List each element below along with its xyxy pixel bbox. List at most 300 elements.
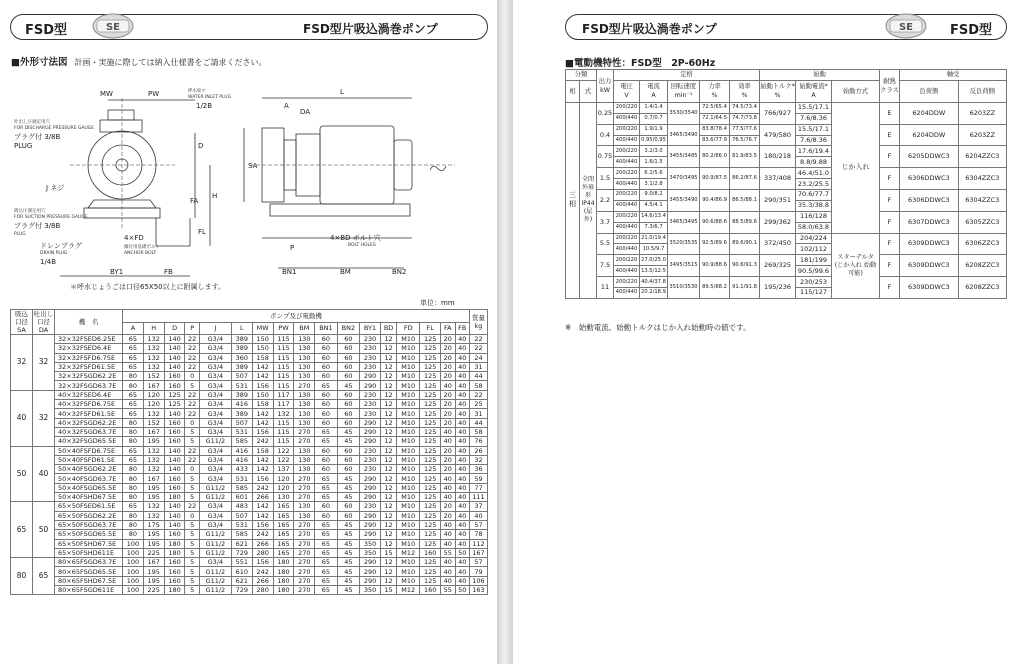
value-cell: 621 [231,539,252,548]
value-cell: 40 [441,539,455,548]
value-cell: 195 [143,437,164,446]
value-cell: 111 [470,493,488,502]
value-cell: 142 [252,418,273,427]
value-cell: 729 [231,586,252,595]
dim-col-fd: FD [397,322,420,335]
value-cell: M10 [397,455,420,464]
value-cell: 125 [420,530,441,539]
model-cell: 65×50FSHD611E [55,548,123,557]
value-cell: 132 [143,465,164,474]
value-cell: 266 [252,539,273,548]
current-cell: 7.3/6.7 [640,222,668,233]
value-cell: 130 [294,465,315,474]
value-cell: 40 [455,372,469,381]
dim-col-pw: PW [273,322,294,335]
value-cell: G11/2 [199,437,231,446]
dim-da: DA [300,108,311,116]
speed-cell: 3520/3535 [668,233,700,255]
value-cell: 585 [231,483,252,492]
value-cell: G3/4 [199,390,231,399]
value-cell: 167 [143,427,164,436]
value-cell: 36 [470,465,488,474]
dim-col-bm: BM [294,322,315,335]
value-cell: 65 [315,381,337,390]
value-cell: 290 [360,474,381,483]
value-cell: 125 [420,502,441,511]
bearing-load-cell: 6307DDWC3 [900,211,959,233]
label-plug-top-en: PLUG [14,142,33,150]
discharge-size: 50 [33,502,55,558]
label-primer: 呼水栓＊ [188,89,206,94]
value-cell: 132 [143,455,164,464]
value-cell: 40 [441,381,455,390]
value-cell: 167 [143,381,164,390]
value-cell: 15 [380,548,396,557]
eff-cell: 76.5/76.7 [730,135,760,146]
value-cell: M12 [397,548,420,557]
label-drain: ドレンプラグ [40,242,82,250]
value-cell: 26 [470,446,488,455]
value-cell: 125 [164,390,185,399]
dim-col-by1: BY1 [360,322,381,335]
value-cell: 195 [143,567,164,576]
model-cell: 65×50FSHD67.5E [55,539,123,548]
value-cell: G3/4 [199,446,231,455]
value-cell: G3/4 [199,353,231,362]
value-cell: 40 [455,493,469,502]
table-row [11,427,488,436]
value-cell: 130 [294,400,315,409]
speed-cell: 3465/3490 [668,124,700,146]
page-title: FSD型片吸込渦巻ポンプ [303,22,438,36]
value-cell: 65 [315,586,337,595]
value-cell: 65 [315,520,337,529]
value-cell: 80 [123,530,144,539]
value-cell: 130 [294,502,315,511]
table-row [11,400,488,409]
value-cell: 150 [252,335,273,344]
value-cell: 125 [420,437,441,446]
col-insulation: 耐熱 クラス [880,70,900,103]
value-cell: 115 [273,381,294,390]
value-cell: 507 [231,418,252,427]
value-cell: M12 [397,586,420,595]
value-cell: 130 [294,362,315,371]
value-cell: 156 [252,381,273,390]
value-cell: 65 [123,335,144,344]
bearing-load-cell: 6309DDWC3 [900,255,959,277]
value-cell: 40 [455,362,469,371]
dim-bm: BM [340,268,351,276]
value-cell: 132 [273,409,294,418]
value-cell: 160 [164,437,185,446]
value-cell: 45 [337,586,359,595]
label-suction-en: FOR SUCTION PRESSURE GAUGE [14,215,88,220]
value-cell: 106 [470,576,488,585]
table-row [11,493,488,502]
value-cell: 158 [252,446,273,455]
value-cell: 290 [360,381,381,390]
value-cell: 140 [164,335,185,344]
model-cell: 50×40FSGD63.7E [55,474,123,483]
left-page [0,0,497,664]
value-cell: 79 [470,567,488,576]
value-cell: 165 [273,548,294,557]
voltage-cell: 400/440 [614,288,640,299]
dim-a: A [284,102,289,110]
value-cell: M10 [397,427,420,436]
value-cell: 230 [360,353,381,362]
value-cell: 65 [315,437,337,446]
value-cell: 160 [164,558,185,567]
value-cell: 531 [231,474,252,483]
value-cell: 230 [360,400,381,409]
value-cell: 60 [337,344,359,353]
value-cell: 57 [470,520,488,529]
current-cell: 3.1/2.8 [640,179,668,190]
start-current-cell: 70.6/77.7 [796,190,832,201]
value-cell: 5 [185,520,199,529]
value-cell: 65 [315,548,337,557]
value-cell: 270 [294,437,315,446]
value-cell: 132 [143,409,164,418]
value-cell: 22 [470,335,488,344]
value-cell: M10 [397,511,420,520]
col-discharge: 吐出し 口径 DA [33,310,54,334]
value-cell: 230 [360,409,381,418]
value-cell: 22 [185,400,199,409]
value-cell: M10 [397,502,420,511]
value-cell: 12 [380,539,396,548]
value-cell: 125 [420,455,441,464]
value-cell: 290 [360,372,381,381]
value-cell: 40 [455,390,469,399]
start-current-cell: 230/253 [796,277,832,288]
se-logo-icon [91,12,135,40]
value-cell: 350 [360,539,381,548]
value-cell: 80 [123,483,144,492]
value-cell: M10 [397,381,420,390]
current-cell: 0.95/0.95 [640,135,668,146]
value-cell: 125 [420,539,441,548]
value-cell: 40 [455,437,469,446]
value-cell: M10 [397,567,420,576]
value-cell: M10 [397,539,420,548]
current-cell: 3.2/3.0 [640,146,668,157]
output-cell: 0.25 [597,102,614,124]
table-row [566,277,1007,288]
value-cell: 270 [294,539,315,548]
bearing-antiload-cell: 6208ZZC3 [958,277,1006,299]
value-cell: 60 [337,353,359,362]
dim-p: P [290,244,295,252]
value-cell: 20 [441,511,455,520]
value-cell: 25 [470,400,488,409]
value-cell: 12 [380,427,396,436]
value-cell: 115 [273,418,294,427]
value-cell: 24 [470,353,488,362]
label-drain-en: DRAIN PLUG [40,251,68,256]
dim-fb: FB [164,268,173,276]
value-cell: 80 [123,381,144,390]
value-cell: 60 [337,511,359,520]
label-anchor-jp: 據付用基礎ボルト [124,245,160,250]
value-cell: 40 [455,474,469,483]
value-cell: 5 [185,437,199,446]
label-plug-bottom-en: PLUG [14,232,26,237]
value-cell: 58 [470,427,488,436]
value-cell: 601 [231,493,252,502]
value-cell: 22 [470,344,488,353]
current-cell: 40.4/37.8 [640,277,668,288]
value-cell: 242 [252,437,273,446]
value-cell: 60 [315,418,337,427]
value-cell: M10 [397,483,420,492]
value-cell: 266 [252,493,273,502]
voltage-cell: 400/440 [614,200,640,211]
value-cell: G3/4 [199,372,231,381]
table-row [11,381,488,390]
value-cell: 78 [470,530,488,539]
value-cell: 270 [294,520,315,529]
value-cell: M10 [397,344,420,353]
col-load: 負荷側 [900,80,959,102]
value-cell: 12 [380,362,396,371]
value-cell: 65 [315,427,337,436]
value-cell: 230 [360,465,381,474]
value-cell: 65 [123,362,144,371]
value-cell: 80 [123,474,144,483]
value-cell: 150 [252,390,273,399]
value-cell: 5 [185,483,199,492]
output-cell: 0.75 [597,146,614,168]
eff-cell: 89.6/90.1 [730,233,760,255]
start-current-cell: 90.5/99.6 [796,266,832,277]
label-bolt-holes-en: BOLT HOLES [348,243,376,248]
value-cell: 40 [441,520,455,529]
value-cell: 0 [185,465,199,474]
value-cell: 290 [360,511,381,520]
value-cell: 389 [231,344,252,353]
value-cell: 45 [337,437,359,446]
value-cell: 125 [164,400,185,409]
value-cell: 290 [360,437,381,446]
value-cell: 156 [252,427,273,436]
value-cell: 140 [164,362,185,371]
value-cell: 80 [123,511,144,520]
pf-cell: 83.6/77.9 [700,135,730,146]
value-cell: 125 [420,362,441,371]
suction-size: 40 [11,390,33,446]
value-cell: 270 [294,558,315,567]
torque-cell: 372/450 [760,233,796,255]
value-cell: 20 [441,362,455,371]
value-cell: 142 [252,511,273,520]
pf-cell: 80.2/86.0 [700,146,730,168]
value-cell: 270 [294,548,315,557]
value-cell: 160 [164,427,185,436]
value-cell: 45 [337,576,359,585]
value-cell: 40 [441,530,455,539]
value-cell: 60 [337,446,359,455]
col-rating: 定格 [614,70,760,81]
value-cell: 130 [294,409,315,418]
start-current-cell: 15.5/17.1 [796,102,832,113]
value-cell: 610 [231,567,252,576]
value-cell: 115 [273,344,294,353]
value-cell: 483 [231,502,252,511]
pf-cell: 72.5/65.4 [700,102,730,113]
start-current-cell: 46.4/51.0 [796,168,832,179]
col-pf: 力率 % [700,80,730,102]
value-cell: 12 [380,418,396,427]
value-cell: 290 [360,530,381,539]
table-row [11,558,488,567]
value-cell: 45 [337,474,359,483]
table-row [11,344,488,353]
motor-characteristics-table [565,69,1007,299]
value-cell: 40 [455,520,469,529]
model-cell: 80×65FSGD65.5E [55,567,123,576]
dim-fl: FL [198,228,206,236]
value-cell: 60 [315,390,337,399]
table-row [11,390,488,399]
table-row [566,255,1007,266]
table-row [11,548,488,557]
table-row [566,124,1007,135]
value-cell: 65 [123,455,144,464]
value-cell: 45 [337,548,359,557]
table-row [11,353,488,362]
series-label: FSD型 [25,23,68,38]
value-cell: 12 [380,335,396,344]
voltage-cell: 400/440 [614,113,640,124]
value-cell: 45 [337,493,359,502]
value-cell: 44 [470,418,488,427]
pf-cell: 89.5/88.2 [700,277,730,299]
value-cell: 20 [441,400,455,409]
voltage-cell: 200/220 [614,233,640,244]
value-cell: 60 [315,455,337,464]
value-cell: 280 [252,548,273,557]
dim-col-h: H [143,322,164,335]
right-page [513,0,1012,664]
value-cell: 117 [273,400,294,409]
suction-size: 32 [11,335,33,391]
value-cell: 230 [360,390,381,399]
value-cell: 125 [420,418,441,427]
value-cell: 115 [273,335,294,344]
model-cell: 32×32FSFD6.75E [55,353,123,362]
value-cell: 389 [231,335,252,344]
value-cell: 65 [315,474,337,483]
value-cell: 137 [273,465,294,474]
value-cell: 125 [420,465,441,474]
start-current-cell: 17.6/19.4 [796,146,832,157]
value-cell: 160 [164,474,185,483]
se-logo-icon [884,12,928,40]
table-row [11,520,488,529]
page-title-right: FSD型片吸込渦巻ポンプ [582,22,717,36]
dim-col-bd: BD [380,322,396,335]
value-cell: 350 [360,586,381,595]
insulation-cell: E [880,102,900,124]
table-row [11,335,488,344]
value-cell: 65 [123,409,144,418]
start-method-cell: じか入れ [832,102,880,233]
value-cell: 242 [252,567,273,576]
value-cell: 140 [164,511,185,520]
suction-size: 80 [11,558,33,595]
value-cell: 65 [315,493,337,502]
value-cell: 12 [380,455,396,464]
value-cell: 40 [441,427,455,436]
value-cell: 65 [123,353,144,362]
value-cell: 12 [380,558,396,567]
value-cell: 65 [315,576,337,585]
bearing-load-cell: 6306DDWC3 [900,168,959,190]
table-row [11,362,488,371]
value-cell: 531 [231,520,252,529]
bearing-antiload-cell: 6304ZZC3 [958,168,1006,190]
value-cell: 60 [315,409,337,418]
voltage-cell: 400/440 [614,135,640,146]
speed-cell: 3455/3485 [668,146,700,168]
table-row [566,190,1007,201]
value-cell: 60 [315,465,337,474]
value-cell: 12 [380,511,396,520]
value-cell: 59 [470,474,488,483]
label-suction: 吸込圧測定用穴 [14,209,46,214]
value-cell: 389 [231,362,252,371]
insulation-cell: F [880,211,900,233]
value-cell: 165 [273,520,294,529]
svg-text:SE: SE [105,22,121,33]
motor-section-heading: ■電動機特性：FSD型 2P-60Hz [565,58,716,69]
value-cell: 12 [380,567,396,576]
value-cell: 100 [123,576,144,585]
value-cell: 12 [380,493,396,502]
start-current-cell: 204/224 [796,233,832,244]
value-cell: 290 [360,558,381,567]
value-cell: 40 [455,344,469,353]
value-cell: 280 [252,586,273,595]
value-cell: 621 [231,576,252,585]
value-cell: 160 [164,576,185,585]
torque-cell: 299/362 [760,211,796,233]
section-note: 計画・実施に際しては納入仕様書をご請求ください。 [74,58,267,67]
bearing-antiload-cell: 6204ZZC3 [958,146,1006,168]
value-cell: 416 [231,446,252,455]
value-cell: M10 [397,437,420,446]
model-cell: 80×65FSGD63.7E [55,558,123,567]
value-cell: 230 [360,446,381,455]
value-cell: 40 [441,493,455,502]
motor-table-body [566,102,1007,298]
model-cell: 65×50FSGD63.7E [55,520,123,529]
current-cell: 4.5/4.1 [640,200,668,211]
value-cell: 80 [123,520,144,529]
eff-cell: 88.5/89.6 [730,211,760,233]
pf-cell: 90.9/88.6 [700,255,730,277]
value-cell: G11/2 [199,539,231,548]
value-cell: 350 [360,548,381,557]
value-cell: 65 [315,567,337,576]
label-plug-bottom: プラグ付 3/8B [14,222,61,230]
torque-cell: 269/325 [760,255,796,277]
value-cell: 5 [185,474,199,483]
value-cell: 12 [380,474,396,483]
